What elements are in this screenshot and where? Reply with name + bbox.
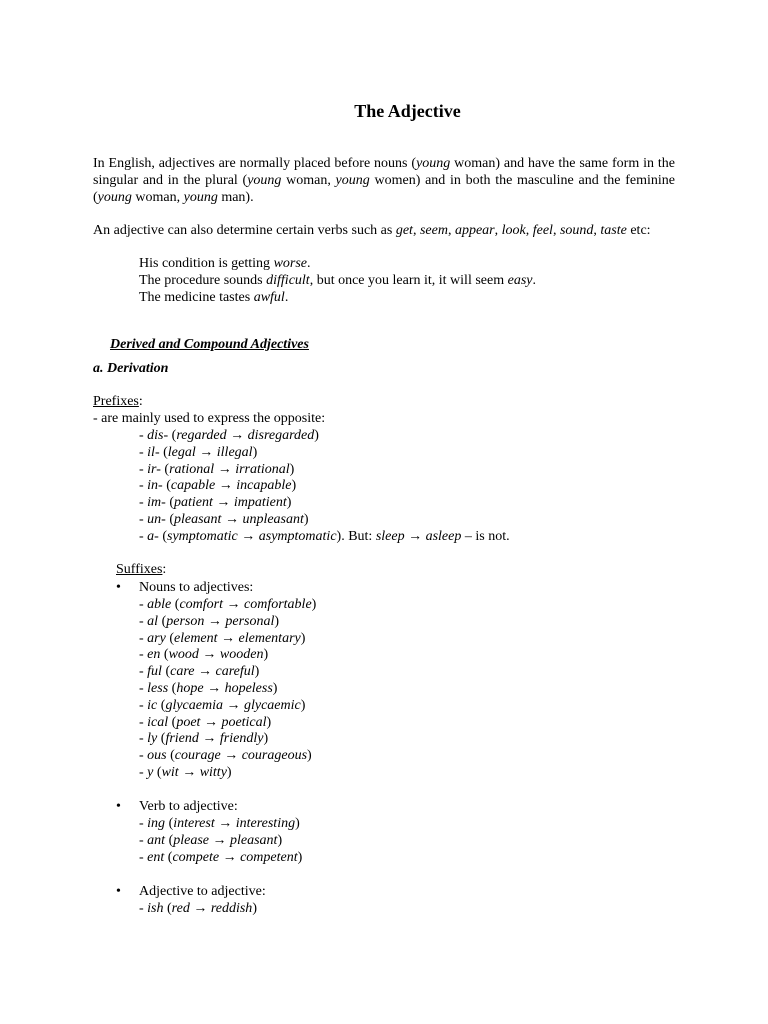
verbs-paragraph [93, 222, 675, 239]
affix-item [139, 764, 232, 781]
close-paren: ) [286, 495, 292, 511]
affix: - ir- [139, 461, 165, 477]
intro-text: women) and in both the masculine and the feminine ( [93, 173, 675, 205]
intro-italic: young [335, 173, 370, 188]
affix-item [139, 815, 300, 832]
affix: - ous [139, 748, 171, 764]
close-paren: ) [226, 765, 232, 780]
base-word: wood [168, 647, 199, 663]
derived-word: hopeless [224, 681, 273, 696]
suffix-group-heading: Nouns to adjectives: [139, 580, 254, 595]
close-paren: ) [303, 512, 309, 527]
base-word: courage [174, 748, 221, 764]
open-paren: ( [171, 714, 177, 730]
derived-word: wooden [219, 647, 264, 663]
affix-item [139, 630, 305, 647]
derived-word: incapable [236, 478, 292, 494]
example-text: His condition is getting [139, 256, 274, 271]
open-paren: ( [169, 512, 174, 527]
affix-item [139, 663, 259, 680]
affix: - ent [139, 849, 168, 865]
example-sentence [139, 289, 288, 306]
open-paren: ( [171, 428, 177, 443]
close-paren: ) [307, 748, 312, 764]
affix: - ary [139, 630, 170, 646]
arrow-icon: → [404, 528, 426, 544]
example-text: The medicine tastes [139, 290, 254, 305]
affix-item [139, 714, 271, 731]
close-paren: ) [295, 816, 300, 831]
open-paren: ( [168, 832, 174, 848]
open-paren: ( [163, 647, 169, 663]
prefixes-label: Prefixes [93, 394, 139, 409]
open-paren: ( [169, 495, 174, 511]
affix: - ing [139, 816, 169, 831]
affix-item [139, 528, 510, 545]
affix-item [139, 461, 294, 478]
base-word: pleasant [174, 512, 222, 527]
suffix-group-heading: Adjective to adjective: [139, 884, 266, 899]
affix-item [139, 900, 257, 917]
verb-example: seem [419, 223, 448, 238]
affix-item [139, 477, 296, 494]
example-italic: difficult [266, 273, 310, 288]
open-paren: ( [163, 444, 168, 460]
base-word: interest [173, 816, 215, 831]
base-word: care [170, 664, 195, 680]
affix-item [139, 427, 319, 444]
open-paren: ( [174, 597, 180, 612]
affix: - il- [139, 444, 164, 460]
arrow-icon: → [195, 444, 217, 460]
base-word: wit [161, 765, 179, 780]
example-italic: awful [253, 290, 285, 305]
verbs-separator: , [447, 223, 455, 238]
verbs-separator: , [552, 223, 560, 238]
affix-item [139, 613, 279, 630]
page-title: The Adjective [354, 101, 461, 121]
open-paren: ( [167, 901, 172, 916]
close-paren: ) [300, 630, 306, 646]
example-sentence [139, 255, 311, 272]
open-paren: ( [162, 528, 167, 544]
affix: - in- [139, 478, 167, 494]
verb-example: feel [532, 223, 553, 238]
arrow-icon: → [214, 461, 236, 477]
base-word: hope [176, 681, 204, 696]
bullet-icon: • [116, 580, 121, 595]
example-italic: easy [507, 273, 533, 288]
base-word: red [171, 901, 190, 916]
verbs-separator: , [412, 223, 420, 238]
derived-word: illegal [216, 444, 253, 460]
arrow-icon: → [221, 512, 243, 527]
derived-word: irrational [235, 461, 290, 477]
close-paren: ) [252, 901, 257, 916]
derived-word: careful [215, 664, 255, 680]
close-paren: ) [289, 461, 295, 477]
base-word: person [166, 613, 205, 629]
affix-item [139, 730, 268, 747]
close-paren: ) [277, 832, 283, 848]
intro-text: woman, [281, 173, 336, 188]
affix: - y [139, 765, 157, 780]
affix: - ical [139, 714, 172, 730]
derived-word: elementary [238, 630, 301, 646]
affix: - able [139, 597, 175, 612]
open-paren: ( [168, 816, 174, 831]
affix-item [139, 832, 282, 849]
verb-example: taste [600, 223, 627, 238]
arrow-icon: → [212, 495, 234, 511]
derivation-heading: a. Derivation [93, 361, 169, 376]
affix-item [139, 511, 309, 528]
suffix-group-heading: Verb to adjective: [139, 799, 238, 814]
close-paren: ) [263, 731, 269, 747]
intro-italic: young [183, 190, 218, 205]
example-text: . [284, 290, 289, 305]
affix: - en [139, 647, 164, 663]
close-paren: ) [297, 849, 303, 865]
intro-text: woman, [131, 190, 184, 205]
intro-italic: young [247, 173, 282, 188]
close-paren: ) [272, 681, 278, 696]
arrow-icon: → [209, 832, 230, 848]
verbs-lead-text: An adjective can also determine certain verbs such as [93, 223, 396, 238]
arrow-icon: → [226, 428, 248, 443]
derived-word: poetical [221, 714, 267, 730]
close-paren: ) [291, 478, 297, 494]
affix-item [139, 849, 302, 866]
affix: - a- [139, 528, 163, 544]
bullet-icon: • [116, 884, 121, 899]
affix-item [139, 494, 291, 511]
derived-word: disregarded [247, 428, 315, 443]
but-text: . But: [341, 528, 376, 544]
close-paren: ) [300, 697, 306, 713]
verbs-separator: , [525, 223, 533, 238]
open-paren: ( [164, 461, 170, 477]
affix-item [139, 747, 312, 764]
affix: - im- [139, 495, 170, 511]
arrow-icon: → [198, 647, 220, 663]
open-paren: ( [170, 748, 175, 764]
open-paren: ( [166, 478, 171, 494]
open-paren: ( [160, 731, 166, 747]
derived-word: competent [240, 849, 298, 865]
arrow-icon: → [223, 597, 244, 612]
example-text: . [532, 273, 536, 288]
affix: - ish [139, 901, 167, 916]
derived-word: interesting [235, 816, 296, 831]
close-paren: ) [311, 597, 317, 612]
intro-text: woman) and have the same form in the singular and in the plural ( [93, 156, 675, 188]
affix: - al [139, 613, 162, 629]
section-heading: Derived and Compound Adjectives [110, 337, 309, 352]
suffixes-label: Suffixes [116, 562, 163, 577]
base-word: poet [176, 714, 201, 730]
open-paren: ( [167, 849, 173, 865]
affix: - ly [139, 731, 161, 747]
arrow-icon: → [194, 664, 216, 680]
derived-word: glycaemic [243, 697, 301, 713]
base-word: element [174, 630, 218, 646]
affix-item [139, 444, 257, 461]
derived-word: unpleasant [242, 512, 304, 527]
affix-item [139, 680, 277, 697]
arrow-icon: → [219, 849, 241, 865]
affix: - ful [139, 664, 166, 680]
base-word: rational [169, 461, 215, 477]
intro-text: In English, adjectives are normally placed before nouns ( [93, 156, 417, 171]
derived-word: courageous [241, 748, 308, 764]
arrow-icon: → [189, 901, 211, 916]
open-paren: ( [161, 613, 167, 629]
affix-item [139, 697, 305, 714]
suffixes-label-line [116, 561, 166, 578]
arrow-icon: → [203, 681, 225, 696]
close-paren: ) [254, 664, 260, 680]
derived-word: impatient [233, 495, 287, 511]
close-paren: ) [263, 647, 269, 663]
verb-example: get [395, 223, 413, 238]
verb-example: look [501, 223, 526, 238]
close-paren: ) [252, 444, 258, 460]
close-paren: ) [266, 714, 272, 730]
base-word: symptomatic [167, 528, 238, 544]
example-sentence [139, 272, 536, 289]
affix-item [139, 596, 316, 613]
verb-example: appear [454, 223, 495, 238]
verbs-tail-text: etc: [626, 223, 651, 238]
intro-italic: young [416, 156, 451, 171]
example-italic: worse [273, 256, 308, 271]
derived-word: pleasant [230, 832, 278, 848]
derived-word: asymptomatic [258, 528, 337, 544]
but-tail: – is not. [461, 528, 510, 544]
example-text: , but once you learn it, it will seem [309, 273, 508, 288]
base-word: friend [165, 731, 199, 747]
affix-item [139, 646, 268, 663]
derived-word: friendly [219, 731, 264, 747]
intro-text: man). [217, 190, 254, 205]
derived-word: comfortable [244, 597, 312, 612]
intro-italic: young [97, 190, 132, 205]
arrow-icon: → [198, 731, 220, 747]
close-paren: ) [314, 428, 319, 443]
open-paren: ( [156, 765, 162, 780]
arrow-icon: → [237, 528, 259, 544]
arrow-icon: → [215, 478, 237, 494]
derived-word: reddish [210, 901, 253, 916]
intro-paragraph [93, 155, 675, 206]
affix: - dis- [139, 428, 172, 443]
close-paren: ) [336, 528, 342, 544]
arrow-icon: → [220, 748, 242, 764]
open-paren: ( [171, 681, 177, 696]
base-word: regarded [176, 428, 227, 443]
verbs-separator: , [593, 223, 601, 238]
arrow-icon: → [200, 714, 222, 730]
base-word: please [173, 832, 209, 848]
arrow-icon: → [204, 613, 226, 629]
affix: - less [139, 681, 172, 696]
base-word: compete [172, 849, 220, 865]
example-text: The procedure sounds [139, 273, 267, 288]
affix: - un- [139, 512, 170, 527]
prefixes-colon: : [138, 394, 143, 409]
arrow-icon: → [222, 697, 244, 713]
derived-word: witty [199, 765, 227, 780]
open-paren: ( [160, 697, 166, 713]
arrow-icon: → [217, 630, 239, 646]
prefixes-description: - are mainly used to express the opposite: [93, 411, 326, 426]
bullet-icon: • [116, 799, 121, 814]
close-paren: ) [274, 613, 280, 629]
prefixes-label-line [93, 393, 143, 410]
arrow-icon: → [214, 816, 236, 831]
open-paren: ( [165, 664, 171, 680]
base-word: capable [170, 478, 216, 494]
verb-example: sound [559, 223, 594, 238]
base-word: legal [167, 444, 196, 460]
base-word: comfort [179, 597, 223, 612]
base-word: sleep [375, 528, 405, 544]
base-word: glycaemia [165, 697, 223, 713]
derived-word: personal [225, 613, 275, 629]
base-word: patient [174, 495, 213, 511]
suffixes-colon: : [162, 562, 167, 577]
verbs-separator: , [494, 223, 502, 238]
arrow-icon: → [178, 765, 200, 780]
affix: - ant [139, 832, 169, 848]
open-paren: ( [169, 630, 174, 646]
example-text: . [307, 256, 311, 271]
affix: - ic [139, 697, 161, 713]
derived-word: asleep [425, 528, 462, 544]
